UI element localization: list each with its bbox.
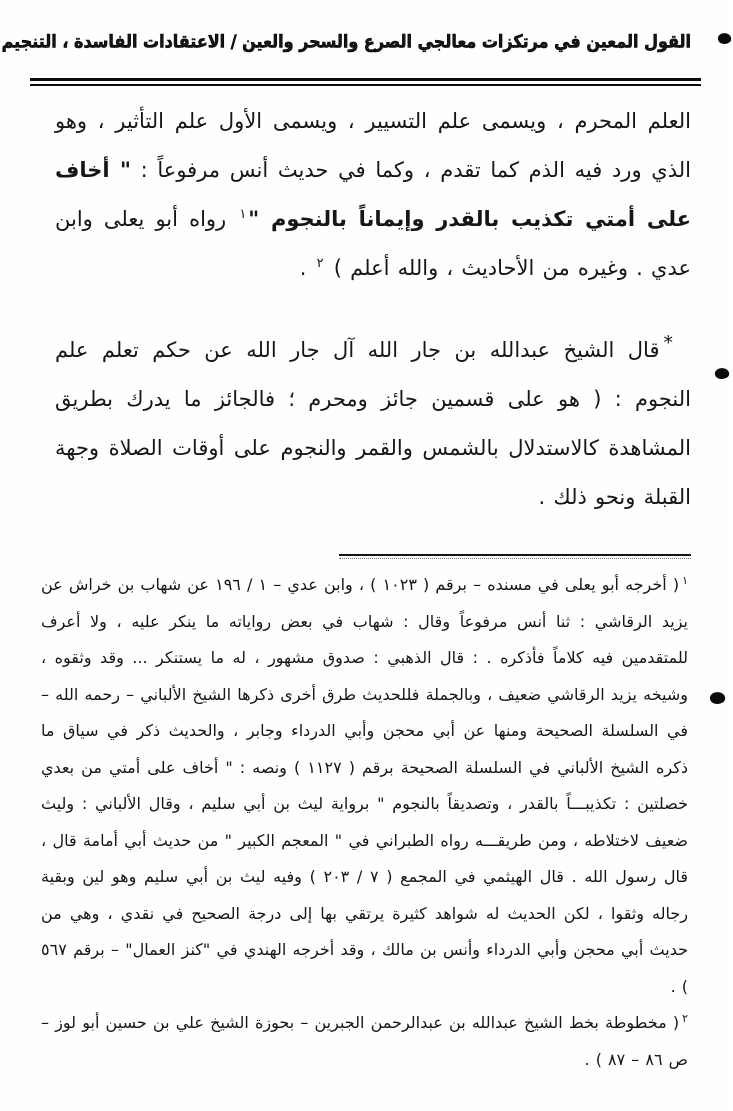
footnotes-block [42, 567, 689, 1078]
paragraph-2-text: قال الشيخ عبدالله بن جار الله آل جار الله عن حكم تعلم علم النجوم : ( هو على قسمين جائز ومحرم ؛ فالجائز ما يدرك بطريق المشاهدة كالاستدلال بالشمس والقمر والنجوم على أوقات الصلاة وجهة القبلة ونحو ذلك . [56, 338, 692, 509]
page-header [2, 30, 692, 53]
paragraph-1-tail: . [300, 256, 316, 280]
ink-mark [715, 366, 731, 380]
asterisk-marker: * [664, 332, 674, 354]
hadith-quote-bold: " أخاف على أمتي تكذيب بالقدر وإيماناً بالنجوم " [56, 158, 692, 231]
paragraph-1-lead: العلم المحرم ، ويسمى علم التسيير ، ويسمى الأول علم التأثير ، وهو الذي ورد فيه الذم كما تقدم ، وكما في حديث أنس مرفوعاً : [56, 109, 692, 182]
footnote-1 [42, 567, 689, 1005]
paragraph-sheikh-statement [56, 326, 692, 522]
paragraph-1-after-quote: رواه أبو يعلى وابن عدي . وغيره من الأحاديث ، والله أعلم ) [56, 207, 692, 280]
footnote-separator-rule [340, 554, 692, 559]
footnote-2 [42, 1005, 689, 1078]
running-title: القول المعين في مرتكزات معالجي الصرع والسحر والعين / الاعتقادات الفاسدة ، التنجيم [2, 30, 692, 53]
footnote-1-marker: ١ [683, 573, 690, 587]
ink-mark [710, 690, 727, 705]
footnote-ref-1: ١ [240, 207, 248, 222]
footnote-ref-2: ٢ [317, 256, 325, 271]
ink-mark [718, 32, 733, 46]
footnote-2-text: ( مخطوطة بخط الشيخ عبدالله بن عبدالرحمن الجبرين – بحوزة الشيخ علي بن حسين أبو لوز – ص ٨٦ – ٨٧ ) . [42, 1013, 689, 1069]
footnote-2-marker: ٢ [683, 1011, 689, 1025]
footnote-1-text: ( أخرجه أبو يعلى في مسنده – برقم ( ١٠٢٣ ) ، وابن عدي – ١ / ١٩٦ عن شهاب بن خراش عن يزيد الرقاشي : ثنا أنس مرفوعاً وقال : شهاب في بعض رواياته ما ينكر عليه ، ولا أعرف للمتقدمين فيه كلاماً فأذكره . : قال الذهبي : صدوق مشهور ، له ما يستنكر ... وقد وثقوه ، وشيخه يزيد الرقاشي ضعيف ، وبالجملة فللحديث طرق أخرى ذكرها الشيخ الألباني – رحمه الله – في السلسلة الصحيحة ومنها عن أبي محجن وأبي الدرداء وجابر ، والحديث ذكر في سياق ما ذكره الشيخ الألباني في السلسلة الصحيحة برقم ( ١١٢٧ ) ونصه : " أخاف على أمتي من بعدي خصلتين : تكذيبـــاً بالقدر ، وتصديقاً بالنجوم " برواية ليث بن أبي سليم ، وقال الألباني : وليث ضعيف لاختلاطه ، ومن طريقـــه رواه الطبراني في " المعجم الكبير " من حديث أبي أمامة قال ، قال رسول الله . قال الهيثمي في المجمع ( ٧ / ٢٠٣ ) وفيه ليث بن أبي سليم وهو لين وبقية رجاله وثقوا ، لكن الحديث له شواهد كثيرة يرتقي بها إلى درجة الصحيح في نقدي ، وهي من حديث أبي محجن وأبي الدرداء وأنس بن مالك ، وقد أخرجه الهندي في "كنز العمال" – برقم ٥٦٧ ) . [42, 575, 690, 996]
header-divider-rule [31, 78, 702, 86]
main-text-block [56, 97, 692, 522]
paragraph-astrology-ruling [56, 97, 692, 293]
